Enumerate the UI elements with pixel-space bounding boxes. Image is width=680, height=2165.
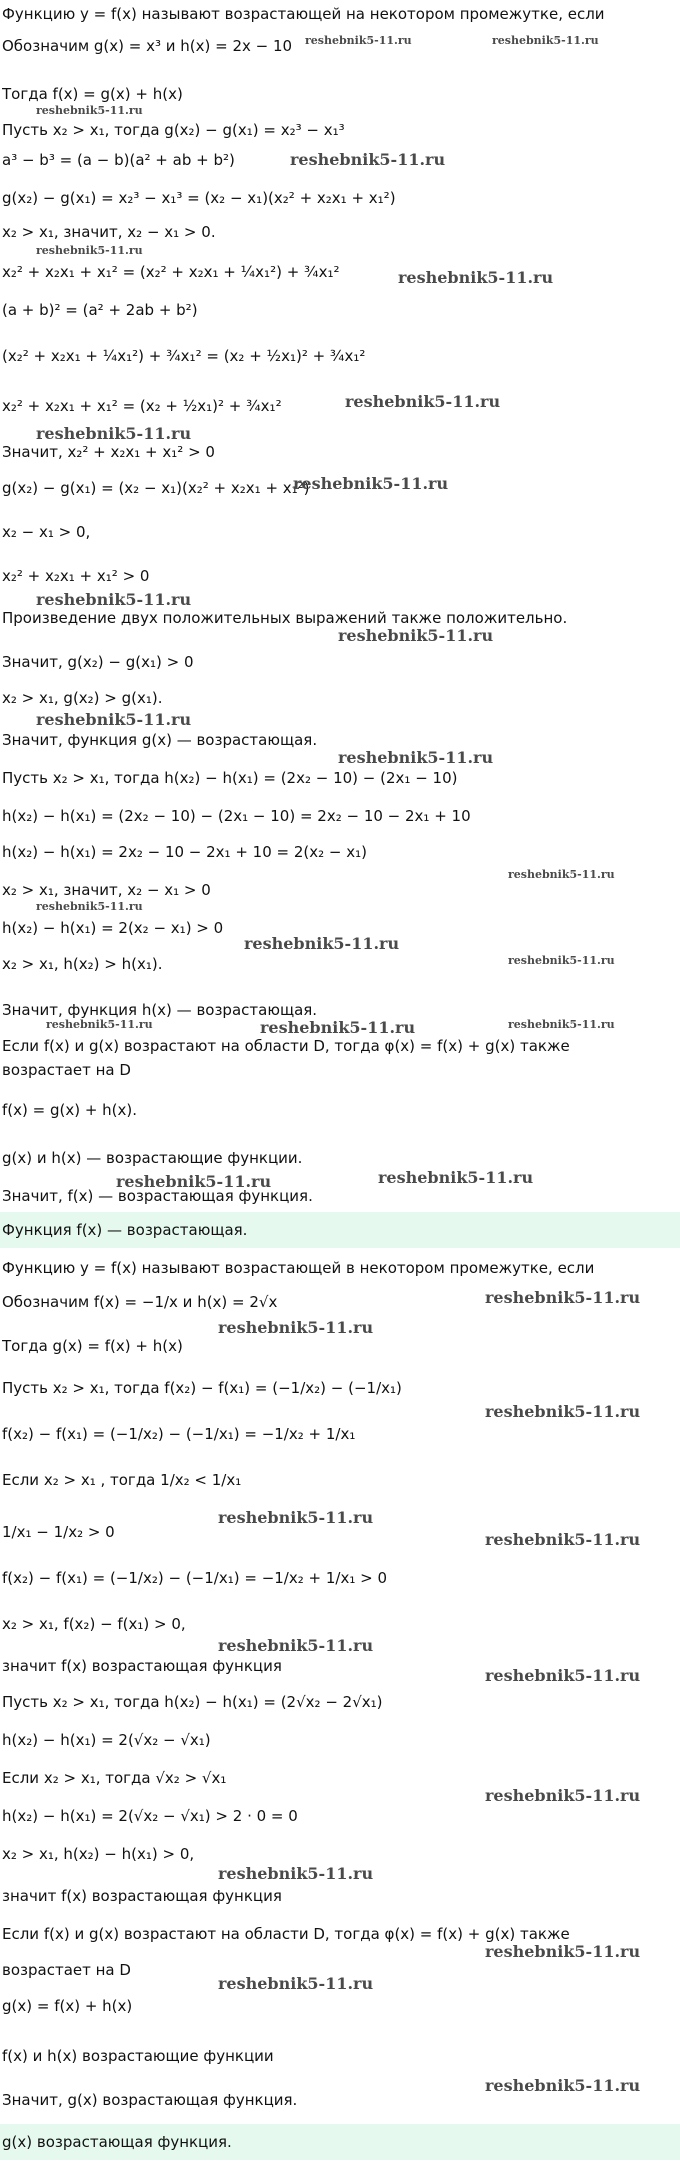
watermark: reshebnik5-11.ru: [290, 150, 446, 169]
solution-line: Тогда f(x) = g(x) + h(x): [2, 85, 183, 103]
solution-line: Значит, x₂² + x₂x₁ + x₁² > 0: [2, 443, 215, 461]
answer-box: [0, 1212, 680, 1248]
solution-line: h(x₂) − h(x₁) = 2x₂ − 10 − 2x₁ + 10 = 2(x₂ − x₁): [2, 843, 368, 861]
solution-line: x₂ > x₁, f(x₂) − f(x₁) > 0,: [2, 1615, 186, 1633]
solution-line: Функцию y = f(x) называют возрастающей на некотором промежутке, если: [2, 5, 605, 23]
watermark: reshebnik5-11.ru: [508, 868, 615, 881]
solution-line: f(x) и h(x) возрастающие функции: [2, 2047, 274, 2065]
solution-line: Если f(x) и g(x) возрастают на области D, тогда φ(x) = f(x) + g(x) также: [2, 1925, 570, 1943]
watermark: reshebnik5-11.ru: [218, 1318, 374, 1337]
watermark: reshebnik5-11.ru: [485, 1666, 641, 1685]
solution-line: Значит, функция h(x) — возрастающая.: [2, 1001, 318, 1019]
solution-line: 1/x₁ − 1/x₂ > 0: [2, 1523, 115, 1541]
watermark: reshebnik5-11.ru: [218, 1508, 374, 1527]
watermark: reshebnik5-11.ru: [36, 424, 192, 443]
watermark: reshebnik5-11.ru: [218, 1864, 374, 1883]
watermark: reshebnik5-11.ru: [46, 1018, 153, 1031]
solution-line: Значит, функция g(x) — возрастающая.: [2, 731, 318, 749]
watermark: reshebnik5-11.ru: [218, 1974, 374, 1993]
watermark: reshebnik5-11.ru: [378, 1168, 534, 1187]
solution-line: Если x₂ > x₁, тогда √x₂ > √x₁: [2, 1769, 227, 1787]
solution-line: g(x) = f(x) + h(x): [2, 1997, 133, 2015]
solution-line: значит f(x) возрастающая функция: [2, 1887, 282, 1905]
solution-line: Если x₂ > x₁ , тогда 1/x₂ < 1/x₁: [2, 1471, 242, 1489]
solution-line: g(x₂) − g(x₁) = (x₂ − x₁)(x₂² + x₂x₁ + x₁²): [2, 479, 310, 497]
solution-line: g(x) и h(x) — возрастающие функции.: [2, 1149, 303, 1167]
watermark: reshebnik5-11.ru: [338, 748, 494, 767]
solution-line: Обозначим f(x) = −1/x и h(x) = 2√x: [2, 1293, 278, 1311]
watermark: reshebnik5-11.ru: [260, 1018, 416, 1037]
watermark: reshebnik5-11.ru: [492, 34, 599, 47]
answer-box: [0, 2124, 680, 2160]
answer-text: g(x) возрастающая функция.: [2, 2133, 232, 2151]
solution-line: f(x₂) − f(x₁) = (−1/x₂) − (−1/x₁) = −1/x₂ + 1/x₁ > 0: [2, 1569, 387, 1587]
solution-line: x₂² + x₂x₁ + x₁² = (x₂ + ½x₁)² + ¾x₁²: [2, 397, 282, 415]
answer-text: Функция f(x) — возрастающая.: [2, 1221, 248, 1239]
watermark: reshebnik5-11.ru: [485, 2076, 641, 2095]
solution-line: (a + b)² = (a² + 2ab + b²): [2, 301, 198, 319]
watermark: reshebnik5-11.ru: [485, 1530, 641, 1549]
solution-line: x₂ > x₁, h(x₂) > h(x₁).: [2, 955, 163, 973]
watermark: reshebnik5-11.ru: [36, 104, 143, 117]
solution-line: Значит, f(x) — возрастающая функция.: [2, 1187, 313, 1205]
watermark: reshebnik5-11.ru: [485, 1942, 641, 1961]
solution-line: Если f(x) и g(x) возрастают на области D, тогда φ(x) = f(x) + g(x) также: [2, 1037, 570, 1055]
solution-line: f(x) = g(x) + h(x).: [2, 1101, 138, 1119]
solution-line: h(x₂) − h(x₁) = (2x₂ − 10) − (2x₁ − 10) = 2x₂ − 10 − 2x₁ + 10: [2, 807, 471, 825]
solution-line: Пусть x₂ > x₁, тогда f(x₂) − f(x₁) = (−1/x₂) − (−1/x₁): [2, 1379, 402, 1397]
solution-line: Значит, g(x) возрастающая функция.: [2, 2091, 298, 2109]
solution-line: x₂ − x₁ > 0,: [2, 523, 91, 541]
watermark: reshebnik5-11.ru: [485, 1402, 641, 1421]
watermark: reshebnik5-11.ru: [293, 474, 449, 493]
solution-line: h(x₂) − h(x₁) = 2(√x₂ − √x₁): [2, 1731, 211, 1749]
solution-line: возрастает на D: [2, 1961, 131, 1979]
watermark: reshebnik5-11.ru: [485, 1288, 641, 1307]
solution-line: Пусть x₂ > x₁, тогда h(x₂) − h(x₁) = (2√x₂ − 2√x₁): [2, 1693, 383, 1711]
solution-line: x₂² + x₂x₁ + x₁² > 0: [2, 567, 150, 585]
solution-line: h(x₂) − h(x₁) = 2(√x₂ − √x₁) > 2 · 0 = 0: [2, 1807, 298, 1825]
watermark: reshebnik5-11.ru: [244, 934, 400, 953]
watermark: reshebnik5-11.ru: [338, 626, 494, 645]
solution-line: f(x₂) − f(x₁) = (−1/x₂) − (−1/x₁) = −1/x₂ + 1/x₁: [2, 1425, 356, 1443]
watermark: reshebnik5-11.ru: [508, 954, 615, 967]
solution-line: x₂ > x₁, значит, x₂ − x₁ > 0: [2, 881, 211, 899]
watermark: reshebnik5-11.ru: [398, 268, 554, 287]
solution-line: g(x₂) − g(x₁) = x₂³ − x₁³ = (x₂ − x₁)(x₂² + x₂x₁ + x₁²): [2, 189, 396, 207]
watermark: reshebnik5-11.ru: [36, 590, 192, 609]
solution-line: (x₂² + x₂x₁ + ¼x₁²) + ¾x₁² = (x₂ + ½x₁)² + ¾x₁²: [2, 347, 366, 365]
solution-line: a³ − b³ = (a − b)(a² + ab + b²): [2, 151, 235, 169]
watermark: reshebnik5-11.ru: [345, 392, 501, 411]
watermark: reshebnik5-11.ru: [36, 900, 143, 913]
watermark: reshebnik5-11.ru: [116, 1172, 272, 1191]
solution-line: x₂ > x₁, h(x₂) − h(x₁) > 0,: [2, 1845, 195, 1863]
solution-line: x₂ > x₁, значит, x₂ − x₁ > 0.: [2, 223, 216, 241]
solution-line: Обозначим g(x) = x³ и h(x) = 2x − 10: [2, 37, 293, 55]
watermark: reshebnik5-11.ru: [508, 1018, 615, 1031]
solution-line: возрастает на D: [2, 1061, 131, 1079]
solution-line: Пусть x₂ > x₁, тогда g(x₂) − g(x₁) = x₂³ − x₁³: [2, 121, 345, 139]
solution-line: x₂ > x₁, g(x₂) > g(x₁).: [2, 689, 163, 707]
solution-line: Значит, g(x₂) − g(x₁) > 0: [2, 653, 194, 671]
watermark: reshebnik5-11.ru: [485, 1786, 641, 1805]
solution-line: Функцию y = f(x) называют возрастающей в некотором промежутке, если: [2, 1259, 595, 1277]
solution-line: Пусть x₂ > x₁, тогда h(x₂) − h(x₁) = (2x₂ − 10) − (2x₁ − 10): [2, 769, 458, 787]
watermark: reshebnik5-11.ru: [36, 244, 143, 257]
solution-line: x₂² + x₂x₁ + x₁² = (x₂² + x₂x₁ + ¼x₁²) + ¾x₁²: [2, 263, 340, 281]
solution-line: значит f(x) возрастающая функция: [2, 1657, 282, 1675]
solution-line: Тогда g(x) = f(x) + h(x): [2, 1337, 183, 1355]
watermark: reshebnik5-11.ru: [305, 34, 412, 47]
solution-line: Произведение двух положительных выражений также положительно.: [2, 609, 568, 627]
solution-line: h(x₂) − h(x₁) = 2(x₂ − x₁) > 0: [2, 919, 224, 937]
watermark: reshebnik5-11.ru: [36, 710, 192, 729]
watermark: reshebnik5-11.ru: [218, 1636, 374, 1655]
